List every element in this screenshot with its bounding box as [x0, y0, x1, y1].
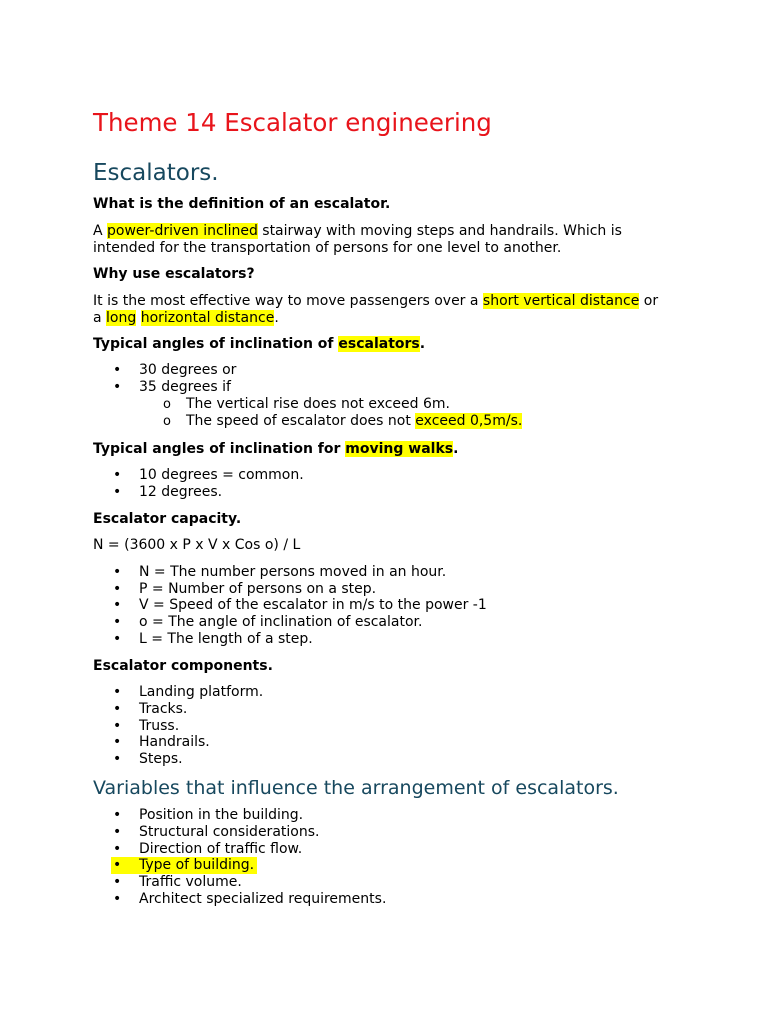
bullet-icon: •	[113, 467, 122, 483]
bullet-icon: •	[113, 874, 122, 890]
highlight-long: long	[106, 310, 137, 326]
definition-line-1	[93, 223, 622, 240]
bullet-icon: •	[113, 684, 122, 700]
section-heading-escalators: Escalators.	[93, 160, 219, 186]
list-item: P = Number of persons on a step.	[139, 581, 377, 597]
question-angles-walks	[93, 441, 458, 457]
highlight-escalators: escalators	[338, 336, 420, 352]
highlight-horizontal: horizontal distance	[140, 310, 275, 326]
bullet-icon: •	[113, 701, 122, 717]
bullet-icon: •	[113, 734, 122, 750]
text: Typical angles of inclination for	[93, 441, 346, 457]
question-angles-escalators	[93, 336, 425, 352]
capacity-formula: N = (3600 x P x V x Cos o) / L	[93, 537, 301, 553]
bullet-icon: •	[113, 362, 122, 378]
bullet-icon: •	[113, 581, 122, 597]
sub-list-item	[186, 413, 522, 429]
highlight-short-vertical: short vertical distance	[482, 293, 640, 309]
bullet-icon: •	[113, 597, 122, 613]
text: The speed of escalator does not	[186, 413, 416, 429]
text: Typical angles of inclination of	[93, 336, 339, 352]
text: or	[639, 293, 659, 309]
sub-list-item: The vertical rise does not exceed 6m.	[186, 396, 450, 412]
bullet-icon: •	[113, 718, 122, 734]
question-components: Escalator components.	[93, 658, 273, 674]
highlight-moving-walks: moving walks	[345, 441, 454, 457]
list-item: Structural considerations.	[139, 824, 320, 840]
list-item: 35 degrees if	[139, 379, 231, 395]
bullet-icon: •	[113, 484, 122, 500]
bullet-icon: •	[113, 857, 122, 873]
list-item: Direction of traffic flow.	[139, 841, 303, 857]
highlight-power-driven: power-driven inclined	[107, 223, 258, 239]
highlight-exceed: exceed 0,5m/s.	[415, 413, 523, 429]
question-capacity: Escalator capacity.	[93, 511, 242, 527]
text: It is the most effective way to move passengers over a	[93, 293, 483, 309]
text: A	[93, 223, 108, 239]
list-item: Handrails.	[139, 734, 210, 750]
bullet-icon: •	[113, 614, 122, 630]
list-item: Traffic volume.	[139, 874, 242, 890]
section-heading-variables: Variables that influence the arrangement of escalators.	[93, 777, 619, 799]
sub-bullet-icon: o	[163, 414, 171, 429]
bullet-icon: •	[113, 841, 122, 857]
why-line-2	[93, 310, 279, 327]
bullet-icon: •	[113, 751, 122, 767]
list-item: 30 degrees or	[139, 362, 237, 378]
list-item: 10 degrees = common.	[139, 467, 304, 483]
list-item: Landing platform.	[139, 684, 264, 700]
bullet-icon: •	[113, 631, 122, 647]
sub-bullet-icon: o	[163, 397, 171, 412]
text: .	[453, 441, 459, 457]
question-why: Why use escalators?	[93, 266, 255, 282]
definition-line-2: intended for the transportation of persons for one level to another.	[93, 240, 562, 256]
question-definition: What is the definition of an escalator.	[93, 196, 391, 212]
why-line-1	[93, 293, 658, 310]
list-item: Architect specialized requirements.	[139, 891, 387, 907]
list-item: V = Speed of the escalator in m/s to the power -1	[139, 597, 487, 613]
text: .	[419, 336, 426, 352]
text: .	[274, 310, 279, 326]
bullet-icon: •	[113, 891, 122, 907]
page-title: Theme 14 Escalator engineering	[93, 108, 492, 137]
list-item: Truss.	[139, 718, 180, 734]
list-item: N = The number persons moved in an hour.	[139, 564, 447, 580]
list-item: 12 degrees.	[139, 484, 223, 500]
text: a	[93, 310, 107, 326]
list-item-highlighted: Type of building.	[139, 857, 255, 873]
bullet-icon: •	[113, 379, 122, 395]
list-item: o = The angle of inclination of escalator.	[139, 614, 423, 630]
list-item: Position in the building.	[139, 807, 304, 823]
list-item: Tracks.	[139, 701, 188, 717]
list-item: Steps.	[139, 751, 183, 767]
bullet-icon: •	[113, 564, 122, 580]
list-item: L = The length of a step.	[139, 631, 313, 647]
bullet-icon: •	[113, 824, 122, 840]
text: stairway with moving steps and handrails. Which is	[257, 223, 622, 239]
bullet-icon: •	[113, 807, 122, 823]
